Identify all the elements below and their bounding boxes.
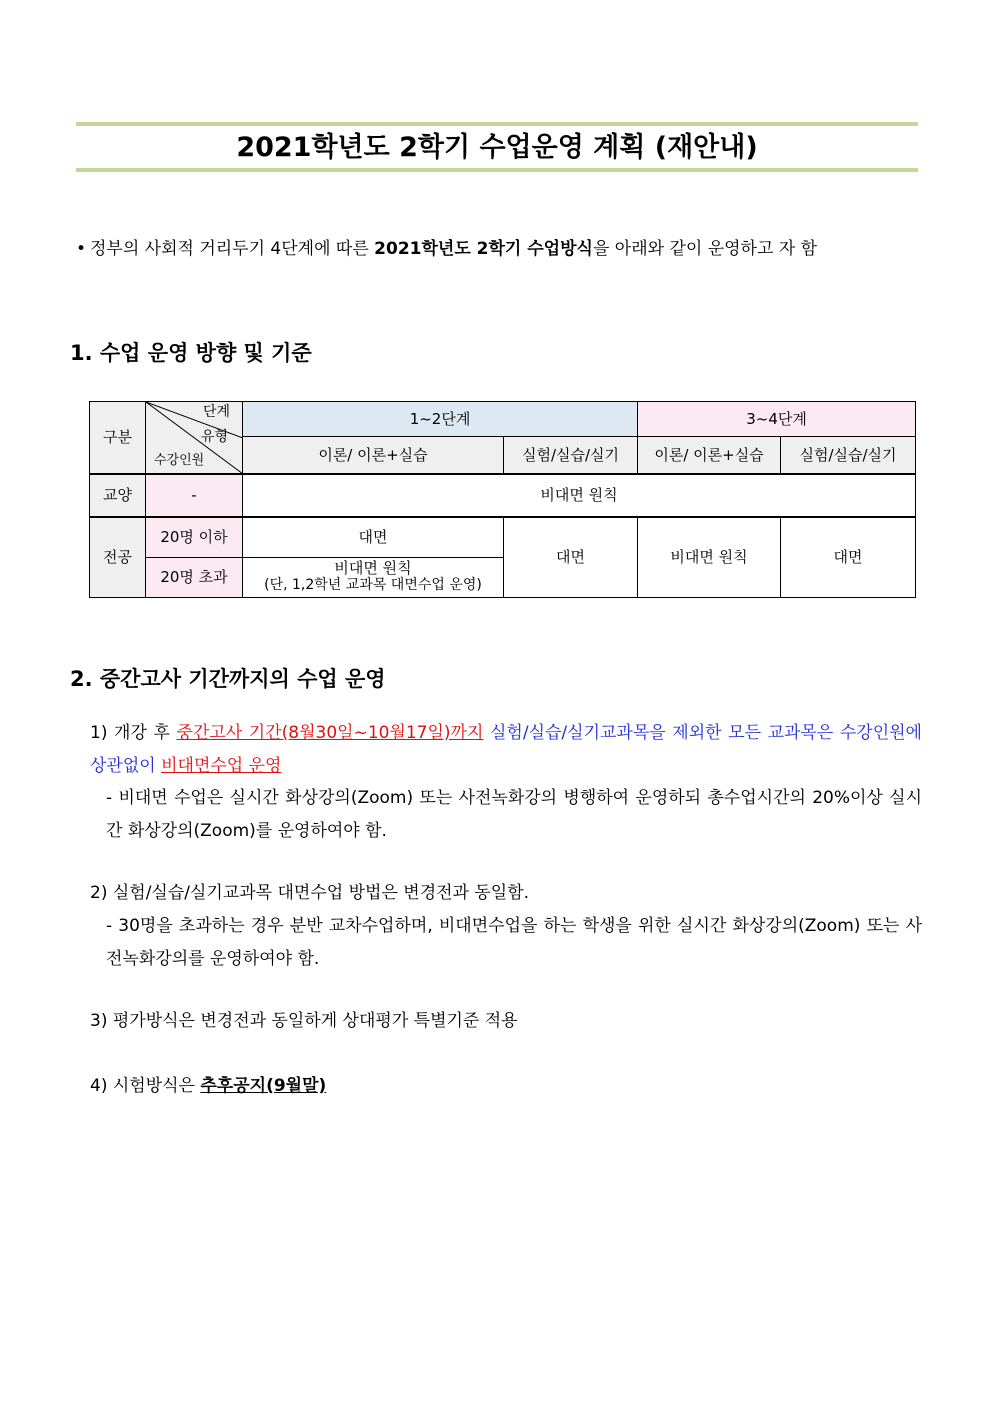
corner-type-label: 유형 bbox=[200, 429, 228, 445]
page-title: 2021학년도 2학기 수업운영 계획 (재안내) bbox=[236, 132, 758, 163]
intro-text-bold: 2021학년도 2학기 수업방식 bbox=[374, 239, 593, 259]
operation-table bbox=[89, 401, 916, 598]
major-lab-2: 대면 bbox=[781, 517, 916, 598]
item-1 bbox=[90, 717, 922, 783]
header-theory-1: 이론/ 이론+실습 bbox=[243, 437, 504, 474]
item-1-remote: 비대면수업 운영 bbox=[161, 756, 282, 776]
section-1-heading: 1. 수업 운영 방향 및 기준 bbox=[70, 341, 312, 365]
intro-body bbox=[90, 234, 922, 264]
item-1-prefix: 1) 개강 후 bbox=[90, 723, 177, 743]
major-over20-theory-1 bbox=[243, 557, 504, 597]
intro-text-a: 정부의 사회적 거리두기 4단계에 따른 bbox=[90, 239, 375, 259]
major-under20-theory-1: 대면 bbox=[243, 517, 504, 557]
intro-text-b: 을 아래와 같이 운영하고 자 함 bbox=[592, 239, 818, 259]
header-category: 구분 bbox=[90, 402, 146, 475]
header-lab-1: 실험/실습/실기 bbox=[504, 437, 638, 474]
corner-size-label: 수강인원 bbox=[154, 453, 205, 469]
item-4 bbox=[90, 1070, 922, 1103]
header-lab-2: 실험/실습/실기 bbox=[781, 437, 916, 474]
item-1-period: 중간고사 기간(8월30일~10월17일)까지 bbox=[176, 723, 484, 743]
row-major-over20: 20명 초과 bbox=[146, 557, 243, 597]
row-liberal-value: 비대면 원칙 bbox=[243, 474, 916, 516]
header-stage-3-4: 3~4단계 bbox=[638, 402, 916, 437]
row-major-label: 전공 bbox=[90, 517, 146, 598]
item-2: 2) 실험/실습/실기교과목 대면수업 방법은 변경전과 동일함. bbox=[90, 883, 530, 903]
header-theory-2: 이론/ 이론+실습 bbox=[638, 437, 781, 474]
row-major-under20: 20명 이하 bbox=[146, 517, 243, 557]
item-3: 3) 평가방식은 변경전과 동일하게 상대평가 특별기준 적용 bbox=[90, 1011, 518, 1031]
over20-value: 비대면 원칙 bbox=[334, 559, 412, 578]
over20-note: (단, 1,2학년 교과목 대면수업 운영) bbox=[264, 577, 482, 594]
header-stage-1-2: 1~2단계 bbox=[243, 402, 638, 437]
section-2-heading: 2. 중간고사 기간까지의 수업 운영 bbox=[70, 667, 386, 691]
corner-stage-label: 단계 bbox=[202, 404, 230, 420]
bullet-icon: • bbox=[76, 239, 87, 259]
row-liberal-size: - bbox=[146, 474, 243, 516]
title-bottom-rule bbox=[76, 168, 918, 172]
item-4-notice: 추후공지(9월말) bbox=[200, 1076, 327, 1096]
title-block bbox=[76, 122, 918, 172]
row-liberal-label: 교양 bbox=[90, 474, 146, 516]
item-1-sub: - 비대면 수업은 실시간 화상강의(Zoom) 또는 사전녹화강의 병행하여 운영하되 총수업시간의 20%이상 실시간 화상강의(Zoom)를 운영하여야 함. bbox=[106, 788, 922, 841]
major-theory-2: 비대면 원칙 bbox=[638, 517, 781, 598]
header-corner bbox=[146, 402, 243, 475]
item-1-mid: 실험/실습/실기교과목을 제외한 모든 교과목은 수강인원에 상관없이 bbox=[90, 723, 922, 776]
major-lab-1: 대면 bbox=[504, 517, 638, 598]
title-top-rule bbox=[76, 122, 918, 126]
item-4-prefix: 4) 시험방식은 bbox=[90, 1076, 201, 1096]
item-2-sub: - 30명을 초과하는 경우 분반 교차수업하며, 비대면수업을 하는 학생을 위한 실시간 화상강의(Zoom) 또는 사전녹화강의를 운영하여야 함. bbox=[106, 916, 922, 969]
intro-paragraph bbox=[76, 234, 922, 264]
